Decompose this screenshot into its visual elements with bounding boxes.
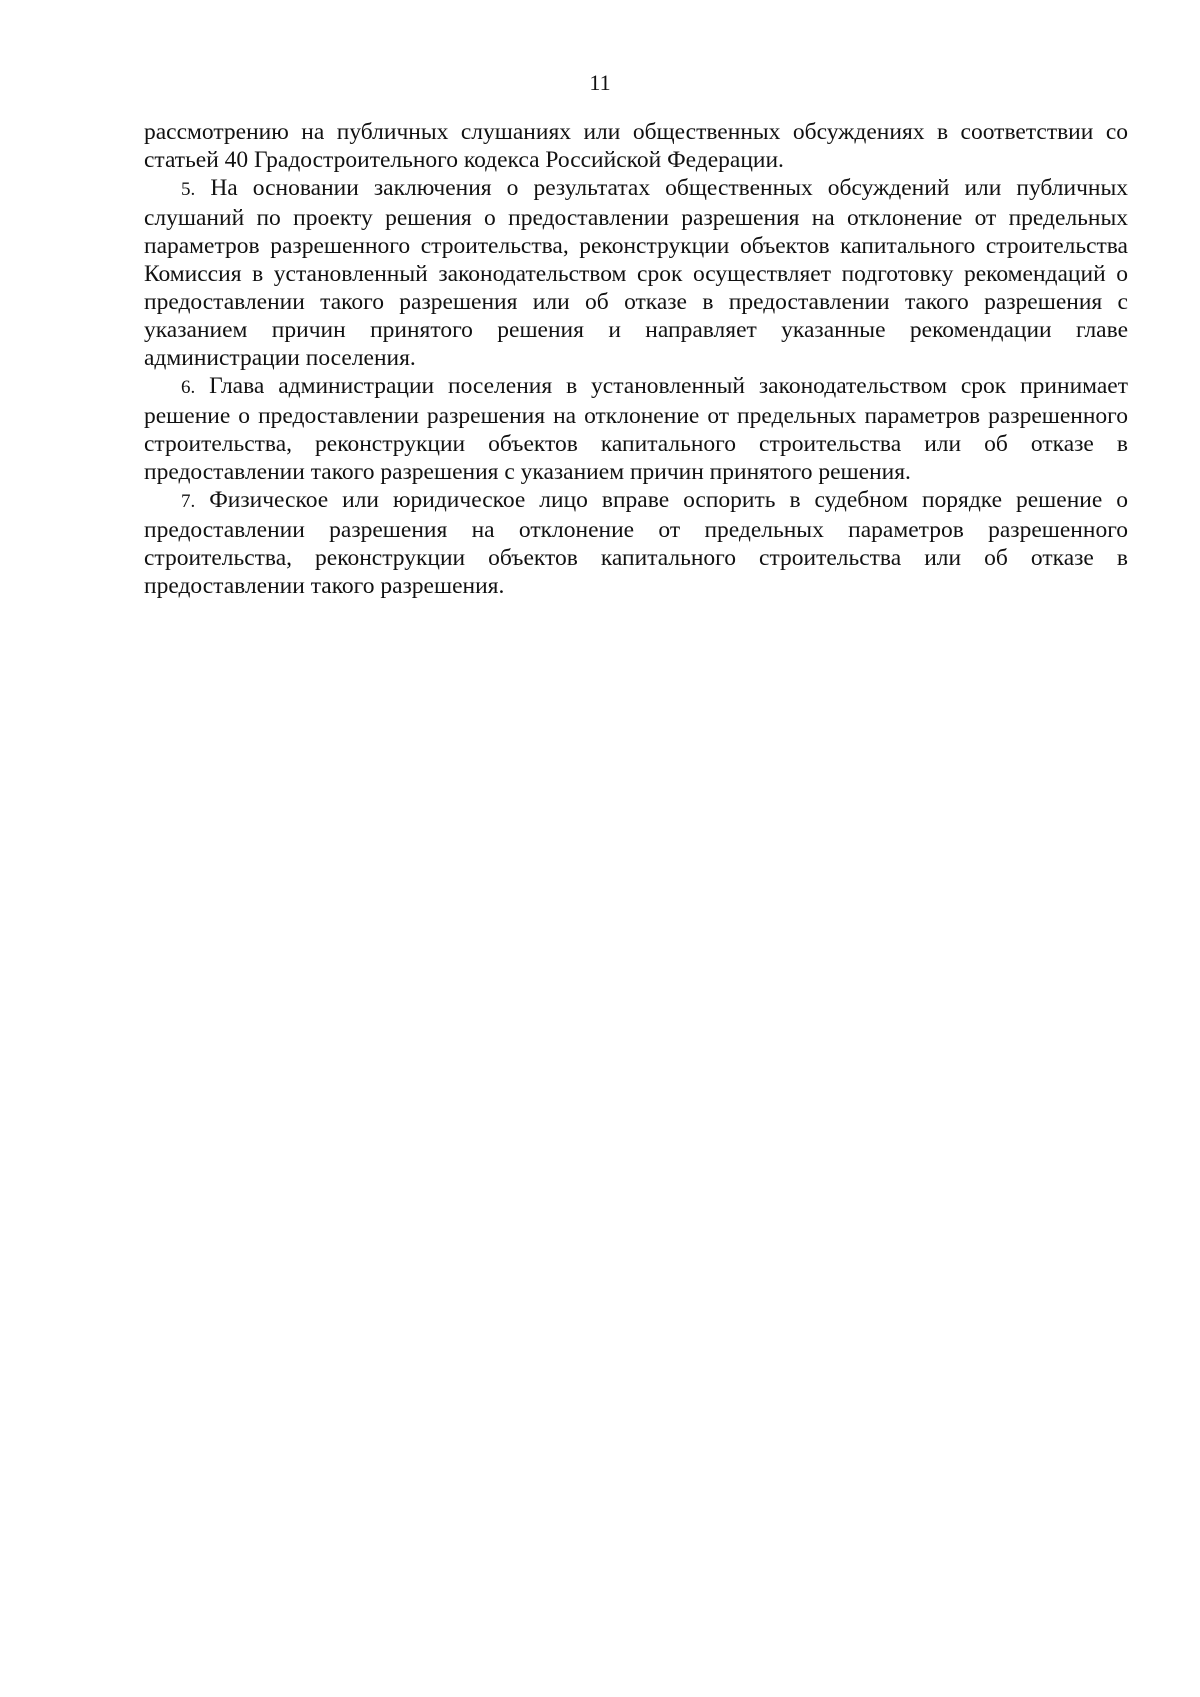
paragraph-number: 6. [181, 377, 196, 398]
paragraph-text: На основании заключения о результатах общественных обсуждений или публичных слушаний по проекту решения о предоставлении разрешения на отклонение от предельных параметров разрешенного строительства, реконструкции объектов капитального строительства Комиссия в установленный законодательством срок осуществляет подготовку рекомендаций о предоставлении такого разрешения или об отказе в предоставлении такого разрешения с указанием причин принятого решения и направляет указанные рекомендации главе администрации поселения. [144, 175, 1129, 371]
paragraph-item-6 [144, 372, 1128, 486]
paragraph-continuation [144, 118, 1128, 174]
paragraph-item-5 [144, 174, 1128, 372]
paragraph-number: 7. [181, 491, 196, 512]
page-number: 11 [589, 70, 611, 95]
paragraph-text: Глава администрации поселения в установленный законодательством срок принимает решение о предоставлении разрешения на отклонение от предельных параметров разрешенного строительства, реконструкции объектов капитального строительства или об отказе в предоставлении такого разрешения с указанием причин принятого решения. [144, 373, 1128, 485]
paragraph-text: Физическое или юридическое лицо вправе оспорить в судебном порядке решение о предоставлении разрешения на отклонение от предельных параметров разрешенного строительства, реконструкции объектов капитального строительства или об отказе в предоставлении такого разрешения. [144, 487, 1128, 599]
paragraph-item-7 [144, 486, 1128, 600]
document-body [144, 118, 1128, 600]
paragraph-text: рассмотрению на публичных слушаниях или общественных обсуждениях в соответствии со статьей 40 Градостроительного кодекса Российской Федерации. [144, 119, 1128, 173]
paragraph-number: 5. [181, 179, 196, 200]
